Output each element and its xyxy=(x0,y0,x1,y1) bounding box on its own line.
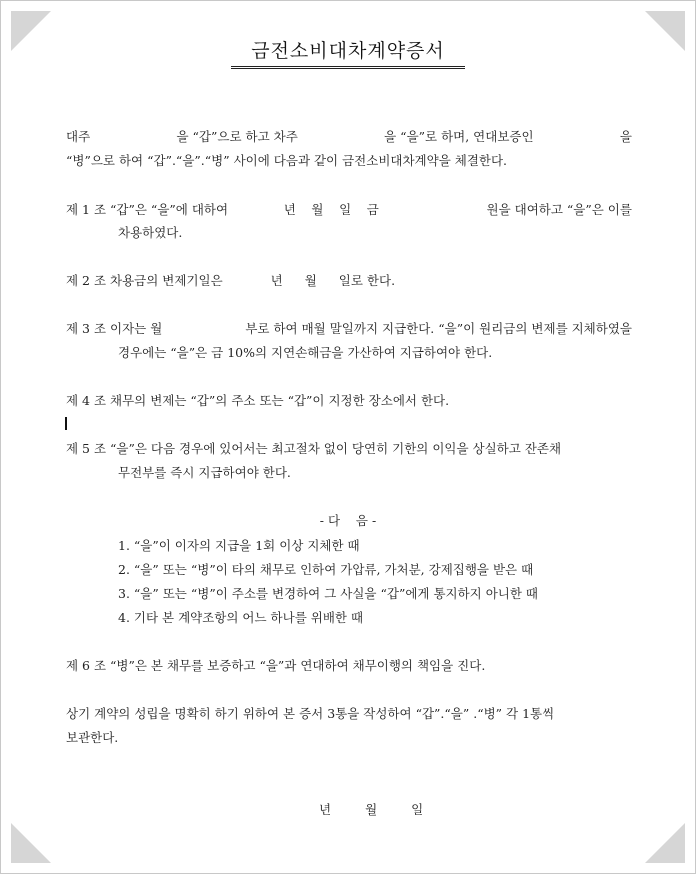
article-2-year: 년 xyxy=(270,273,283,288)
intro-line-1 xyxy=(66,127,632,145)
article-3-line-2: 경우에는 “을”은 금 10%의 지연손해금을 가산하여 지급하여야 한다. xyxy=(118,345,493,360)
intro-borrower-text: 을 “갑”으로 하고 차주 xyxy=(176,129,298,144)
article-2-month: 월 xyxy=(304,273,317,288)
intro-guarantor-text: 을 “을”로 하며, 연대보증인 xyxy=(384,129,534,144)
closing-line-1: 상기 계약의 성립을 명확히 하기 위하여 본 증서 3통을 작성하여 “갑”.“을” .“병” 각 1통씩 xyxy=(66,706,555,721)
article-1-day: 일 xyxy=(339,202,352,217)
article-2 xyxy=(66,271,395,289)
date-day: 일 xyxy=(411,802,424,817)
article-3-tail: 부로 하여 매월 말일까지 지급한다. “을”이 원리금의 변제를 지체하였을 xyxy=(245,321,632,336)
article-1-tail: 원을 대여하고 “을”은 이를 xyxy=(486,202,632,217)
notice-heading: - 다 음 - xyxy=(319,513,377,528)
article-1-month: 월 xyxy=(311,202,324,217)
text-cursor xyxy=(65,417,67,430)
date-month: 월 xyxy=(365,802,378,817)
article-1-line-1 xyxy=(66,200,632,218)
article-5-line-2: 무전부를 즉시 지급하여야 한다. xyxy=(118,465,291,480)
article-3-lead: 제 3 조 이자는 월 xyxy=(66,321,163,336)
signing-date xyxy=(319,800,423,818)
title-container xyxy=(0,36,696,69)
document-title: 금전소비대차계약증서 xyxy=(231,36,465,69)
article-3-line-1 xyxy=(66,319,632,337)
article-1-year: 년 xyxy=(283,202,296,217)
article-6: 제 6 조 “병”은 본 채무를 보증하고 “을”과 연대하여 채무이행의 책임을 진다. xyxy=(66,658,486,673)
article-4: 제 4 조 채무의 변제는 “갑”의 주소 또는 “갑”이 지정한 장소에서 한다. xyxy=(66,393,450,408)
closing-line-2: 보관한다. xyxy=(66,730,119,745)
article-1-lead: 제 1 조 “갑”은 “을”에 대하여 xyxy=(66,202,229,217)
article-1-line-2: 차용하였다. xyxy=(118,225,183,240)
intro-line-2: “병”으로 하여 “갑”.“을”.“병” 사이에 다음과 같이 금전소비대차계약을 체결한다. xyxy=(66,153,508,168)
article-1-amount-label: 금 xyxy=(366,202,379,217)
intro-lender-label: 대주 xyxy=(66,129,91,144)
date-year: 년 xyxy=(319,802,332,817)
condition-item: 1. “을”이 이자의 지급을 1회 이상 지체한 때 xyxy=(118,538,360,553)
article-2-tail: 일로 한다. xyxy=(338,273,396,288)
intro-guarantor-end: 을 xyxy=(619,129,632,144)
condition-item: 2. “을” 또는 “병”이 타의 채무로 인하여 가압류, 가처분, 강제집행을 받은 때 xyxy=(118,562,534,577)
page-corner-decoration xyxy=(645,823,685,863)
condition-item: 3. “을” 또는 “병”이 주소를 변경하여 그 사실을 “갑”에게 통지하지 아니한 때 xyxy=(118,586,539,601)
page-corner-decoration xyxy=(11,823,51,863)
condition-item: 4. 기타 본 계약조항의 어느 하나를 위배한 때 xyxy=(118,610,364,625)
article-5-line-1: 제 5 조 “을”은 다음 경우에 있어서는 최고절차 없이 당연히 기한의 이익을 상실하고 잔존채 xyxy=(66,441,562,456)
article-2-lead: 제 2 조 차용금의 변제기일은 xyxy=(66,273,223,288)
